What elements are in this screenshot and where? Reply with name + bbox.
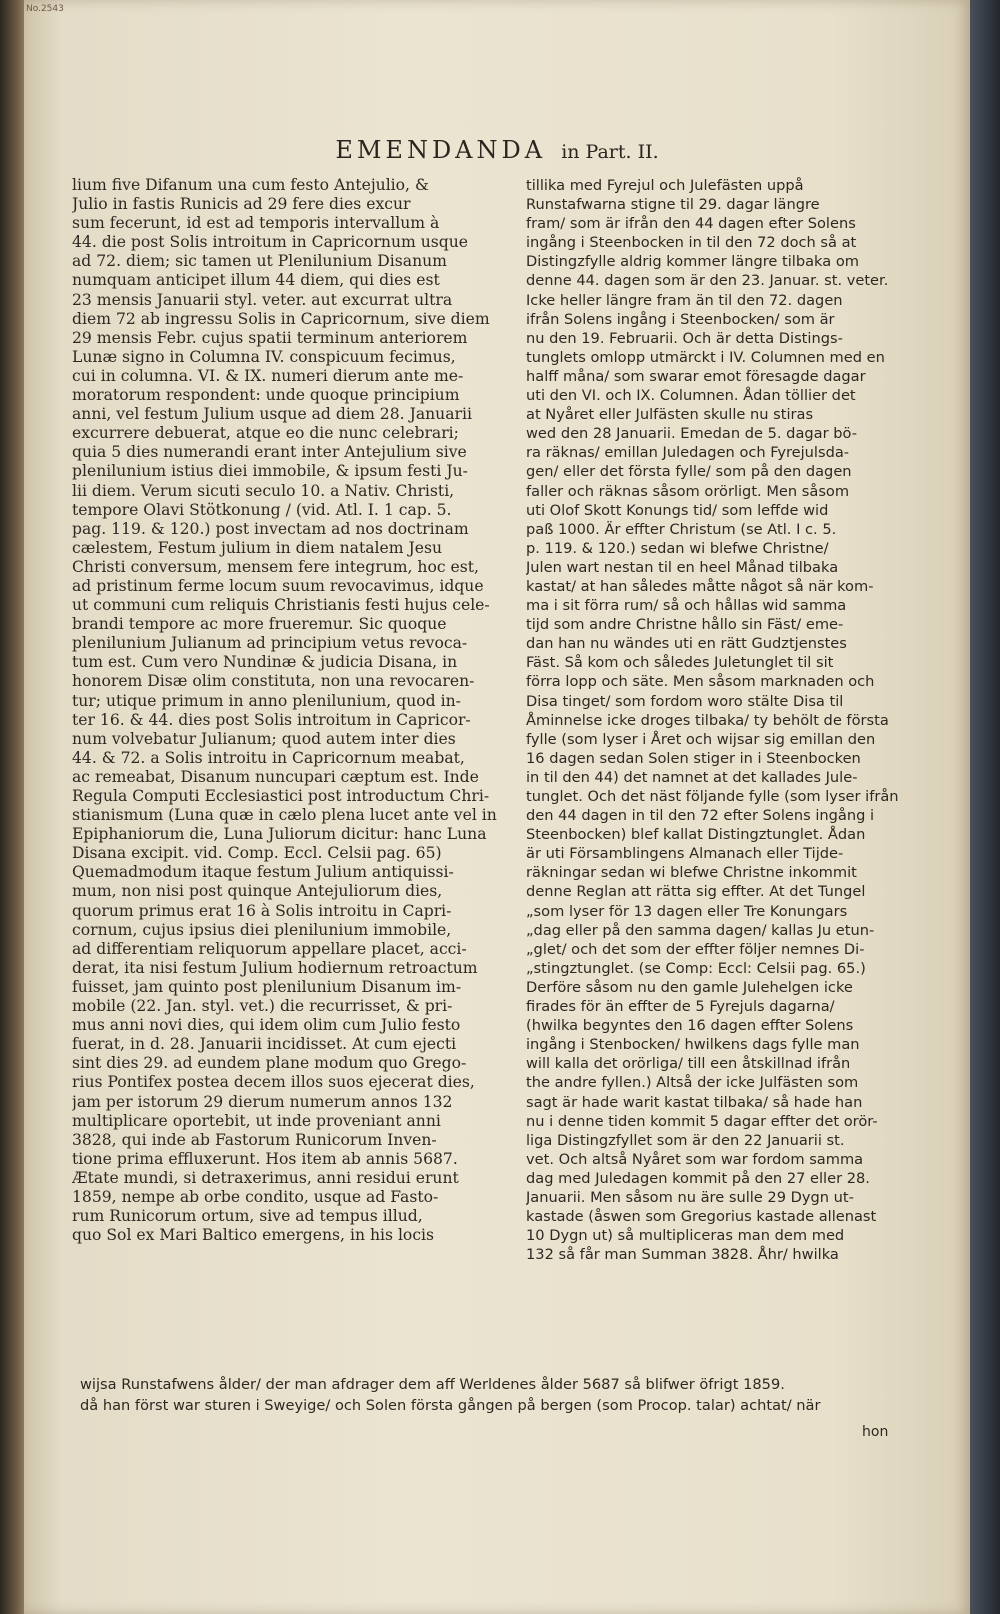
latin-line: 3828, qui inde ab Fastorum Runicorum Inven-	[72, 1130, 437, 1149]
swedish-line: Fäst. Så kom och således Juletunglet til sit	[526, 654, 834, 672]
catchword: hon	[862, 1424, 889, 1440]
latin-line: plenilunium Julianum ad principium vetus revoca-	[72, 634, 468, 653]
latin-line: Christi conversum, mensem fere integrum, hoc est,	[72, 557, 479, 576]
latin-line: mum, non nisi post quinque Antejuliorum dies,	[72, 882, 443, 901]
latin-line: ad 72. diem; sic tamen ut Plenilunium Disanum	[72, 252, 447, 271]
latin-line: stianismum (Luna quæ in cælo plena lucet ante vel in	[72, 806, 497, 825]
latin-line: anni, vel festum Julium usque ad diem 28. Januarii	[72, 405, 472, 424]
latin-line: 23 mensis Januarii styl. veter. aut excurrat ultra	[72, 290, 453, 309]
latin-line: mobile (22. Jan. styl. vet.) die recurrisset, & pri-	[72, 997, 453, 1016]
latin-line: 29 mensis Febr. cujus spatii terminum anteriorem	[72, 328, 468, 347]
swedish-line: „dag eller på den samma dagen/ kallas Ju etun-	[526, 921, 875, 939]
latin-line: 1859, nempe ab orbe condito, usque ad Fasto-	[72, 1187, 439, 1206]
latin-line: sum fecerunt, id est ad temporis intervallum à	[72, 214, 440, 233]
latin-line: Regula Computi Ecclesiastici post introductum Chri-	[72, 787, 490, 805]
latin-line: Quemadmodum itaque festum Julium antiquissi-	[72, 863, 454, 882]
swedish-line: the andre fyllen.) Altså der icke Julfästen som	[526, 1074, 859, 1092]
swedish-line: fylle (som lyser i Året och wijsar sig emillan den	[526, 730, 876, 748]
swedish-column	[526, 176, 924, 1264]
latin-line: derat, ita nisi festum Julium hodiernum retroactum	[72, 958, 478, 977]
latin-line: Lunæ signo in Columna IV. conspicuum fecimus,	[72, 347, 456, 366]
swedish-line: tunglets omlopp utmärckt i IV. Columnen med en	[526, 348, 885, 366]
latin-line: diem 72 ab ingressu Solis in Capricornum, sive diem	[72, 309, 490, 328]
latin-column	[72, 176, 508, 1245]
swedish-line: ifrån Solens ingång i Steenbocken/ som är	[526, 310, 835, 328]
latin-line: cui in columna. VI. & IX. numeri dierum ante me-	[72, 366, 464, 385]
swedish-line: Icke heller längre fram än til den 72. dagen	[526, 291, 843, 309]
swedish-line: Disa tinget/ som fordom woro stälte Disa til	[526, 692, 844, 710]
swedish-line: „glet/ och det som der effter följer nemnes Di-	[526, 940, 865, 958]
latin-line: plenilunium istius diei immobile, & ipsum festi Ju-	[72, 462, 468, 481]
swedish-line: fram/ som är ifrån den 44 dagen efter Solens	[526, 215, 856, 233]
latin-line: ad pristinum ferme locum suum revocavimus, idque	[72, 576, 484, 595]
library-stamp: No.2543	[26, 4, 64, 14]
swedish-line: 10 Dygn ut) så multipliceras man dem med	[526, 1227, 845, 1245]
swedish-line: Julen wart nestan til en heel Månad tilbaka	[526, 558, 839, 576]
swedish-line: faller och räknas såsom orörligt. Men såsom	[526, 482, 850, 500]
latin-line: ter 16. & 44. dies post Solis introitum in Capricor-	[72, 710, 471, 729]
latin-line: quorum primus erat 16 à Solis introitu in Capri-	[72, 901, 452, 920]
swedish-line: 16 dagen sedan Solen stiger in i Steenbocken	[526, 749, 861, 767]
swedish-line: nu den 19. Februarii. Och är detta Distings-	[526, 329, 843, 347]
swedish-line: uti den VI. och IX. Columnen. Ådan töllier det	[526, 387, 856, 405]
swedish-line: ingång i Stenbocken/ hwilkens dags fylle man	[526, 1036, 860, 1054]
latin-line: 44. & 72. a Solis introitu in Capricornum meabat,	[72, 748, 465, 767]
swedish-line: räkningar sedan wi blefwe Christne inkommit	[526, 864, 857, 882]
swedish-line: förra lopp och säte. Men såsom marknaden och	[526, 673, 875, 691]
swedish-line: will kalla det orörliga/ till een åtskillnad ifrån	[526, 1055, 851, 1073]
latin-line: multiplicare oportebit, ut inde proveniant anni	[72, 1111, 441, 1130]
swedish-line: denne Reglan att rätta sig effter. At det Tungel	[526, 883, 866, 901]
latin-line: ac remeabat, Disanum nuncupari cæptum est. Inde	[72, 767, 479, 786]
latin-line: honorem Disæ olim constituta, non una revocaren-	[72, 672, 475, 691]
swedish-line: halff måna/ som swarar emot föresagde dagar	[526, 367, 866, 385]
page-header	[24, 136, 970, 164]
latin-line: numquam anticipet illum 44 diem, qui dies est	[72, 271, 440, 290]
latin-line: tur; utique primum in anno plenilunium, quod in-	[72, 691, 461, 710]
latin-line: Disana excipit. vid. Comp. Eccl. Celsii pag. 65)	[72, 844, 442, 863]
swedish-line: tillika med Fyrejul och Julefästen uppå	[526, 177, 804, 194]
latin-line: lii diem. Verum sicuti seculo 10. a Nativ. Christi,	[72, 481, 455, 500]
swedish-line: Runstafwarna stigne til 29. dagar längre	[526, 196, 820, 214]
latin-line: rum Runicorum ortum, sive ad tempus illud,	[72, 1207, 423, 1226]
latin-line: sint dies 29. ad eundem plane modum quo Grego-	[72, 1054, 467, 1073]
swedish-line: Åminnelse icke droges tilbaka/ ty behölt de första	[526, 711, 889, 729]
swedish-line: firades för än effter de 5 Fyrejuls dagarna/	[526, 998, 835, 1016]
swedish-line: ra räknas/ emillan Juledagen och Fyrejulsda-	[526, 444, 850, 462]
swedish-line: är uti Församblingens Almanach eller Tijde-	[526, 845, 844, 863]
swedish-line: Januarii. Men såsom nu äre sulle 29 Dygn ut-	[526, 1188, 854, 1206]
swedish-line: 132 så får man Summan 3828. Åhr/ hwilka	[526, 1246, 839, 1264]
swedish-line: uti Olof Skott Konungs tid/ som leffde wid	[526, 501, 829, 519]
latin-line: brandi tempore ac more frueremur. Sic quoque	[72, 615, 447, 634]
latin-line: excurrere debuerat, atque eo die nunc celebrari;	[72, 424, 459, 443]
latin-line: Epiphaniorum die, Luna Juliorum dicitur: hanc Luna	[72, 825, 487, 844]
swedish-line: in til den 44) det namnet at det kallades Jule-	[526, 768, 858, 786]
swedish-line: gen/ eller det första fylle/ som på den dagen	[526, 463, 852, 481]
swedish-line: sagt är hade warit kastat tilbaka/ så hade han	[526, 1093, 863, 1111]
scan-background-left	[0, 0, 24, 1614]
swedish-line: nu i denne tiden kommit 5 dagar effter det orör-	[526, 1112, 878, 1130]
latin-line: quo Sol ex Mari Baltico emergens, in his locis	[72, 1226, 435, 1245]
swedish-line: ma i sit förra rum/ så och hållas wid samma	[526, 597, 847, 615]
scan-background-right	[970, 0, 1000, 1614]
swedish-line: Derföre såsom nu den gamle Julehelgen icke	[526, 978, 853, 996]
latin-line: moratorum respondent: unde quoque principium	[72, 386, 460, 405]
swedish-line: „som lyser för 13 dagen eller Tre Konungars	[526, 902, 848, 920]
swedish-line: dan han nu wändes uti en rätt Gudztjenstes	[526, 635, 847, 653]
latin-line: tempore Olavi Stötkonung / (vid. Atl. I. 1 cap. 5.	[72, 500, 452, 519]
swedish-line: vet. Och altså Nyåret som war fordom samma	[526, 1150, 864, 1168]
latin-line: ut communi cum reliquis Christianis festi hujus cele-	[72, 596, 490, 615]
latin-line: quia 5 dies numerandi erant inter Antejulium sive	[72, 443, 467, 462]
swedish-line: kastade (åswen som Gregorius kastade allenast	[526, 1208, 877, 1226]
part-label: in Part. II.	[561, 141, 659, 163]
swedish-line: denne 44. dagen som är den 23. Januar. st. veter.	[526, 272, 889, 290]
footer-line: då han först war sturen i Sweyige/ och Solen första gången på bergen (som Procop. talar) achtat/ när	[80, 1397, 821, 1414]
book-page	[24, 0, 970, 1614]
swedish-line: ingång i Steenbocken in til den 72 doch så at	[526, 234, 857, 252]
latin-line: pag. 119. & 120.) post invectam ad nos doctrinam	[72, 519, 469, 538]
latin-line: cornum, cujus ipsius diei plenilunium immobile,	[72, 920, 452, 939]
latin-line: lium five Difanum una cum festo Antejulio, &	[72, 176, 429, 194]
latin-line: rius Pontifex postea decem illos suos ejecerat dies,	[72, 1073, 475, 1092]
latin-line: fuisset, jam quinto post plenilunium Disanum im-	[72, 977, 462, 996]
footer-line: wijsa Runstafwens ålder/ der man afdrager dem aff Werldenes ålder 5687 så blifwer öfrigt 1859.	[80, 1376, 785, 1393]
swedish-line: dag med Juledagen kommit på den 27 eller 28.	[526, 1169, 870, 1187]
swedish-line: tunglet. Och det näst följande fylle (som lyser ifrån	[526, 788, 899, 805]
swedish-line: den 44 dagen in til den 72 efter Solens ingång i	[526, 807, 875, 825]
footer-text	[80, 1374, 940, 1416]
latin-line: ad differentiam reliquorum appellare placet, acci-	[72, 939, 467, 958]
swedish-line: paß 1000. Är effter Christum (se Atl. I c. 5.	[526, 520, 837, 538]
latin-line: num volvebatur Julianum; quod autem inter dies	[72, 729, 456, 748]
swedish-line: at Nyåret eller Julfästen skulle nu stiras	[526, 406, 814, 424]
swedish-line: „stingztunglet. (se Comp: Eccl: Celsii pag. 65.)	[526, 959, 866, 977]
swedish-line: Steenbocken) blef kallat Distingztunglet. Ådan	[526, 826, 866, 844]
swedish-line: liga Distingzfyllet som är den 22 Januarii st.	[526, 1131, 845, 1149]
swedish-line: kastat/ at han således måtte något så när kom-	[526, 577, 874, 595]
latin-line: Julio in fastis Runicis ad 29 fere dies excur	[72, 195, 411, 214]
swedish-line: Distingzfylle aldrig kommer längre tilbaka om	[526, 253, 859, 271]
latin-line: mus anni novi dies, qui idem olim cum Julio festo	[72, 1016, 461, 1035]
swedish-line: p. 119. & 120.) sedan wi blefwe Christne/	[526, 539, 829, 557]
latin-line: cælestem, Festum julium in diem natalem Jesu	[72, 538, 443, 557]
latin-line: jam per istorum 29 dierum numerum annos 132	[72, 1092, 453, 1111]
latin-line: tum est. Cum vero Nundinæ & judicia Disana, in	[72, 653, 458, 672]
latin-line: tione prima effluxerunt. Hos item ab annis 5687.	[72, 1149, 458, 1168]
swedish-line: (hwilka begyntes den 16 dagen effter Solens	[526, 1017, 854, 1035]
running-title: EMENDANDA	[335, 136, 547, 164]
latin-line: 44. die post Solis introitum in Capricornum usque	[72, 233, 469, 252]
swedish-line: tijd som andre Christne hållo sin Fäst/ eme-	[526, 616, 844, 634]
latin-line: Ætate mundi, si detraxerimus, anni residui erunt	[72, 1168, 459, 1187]
latin-line: fuerat, in d. 28. Januarii incidisset. At cum ejecti	[72, 1035, 457, 1054]
swedish-line: wed den 28 Januarii. Emedan de 5. dagar bö-	[526, 425, 857, 443]
